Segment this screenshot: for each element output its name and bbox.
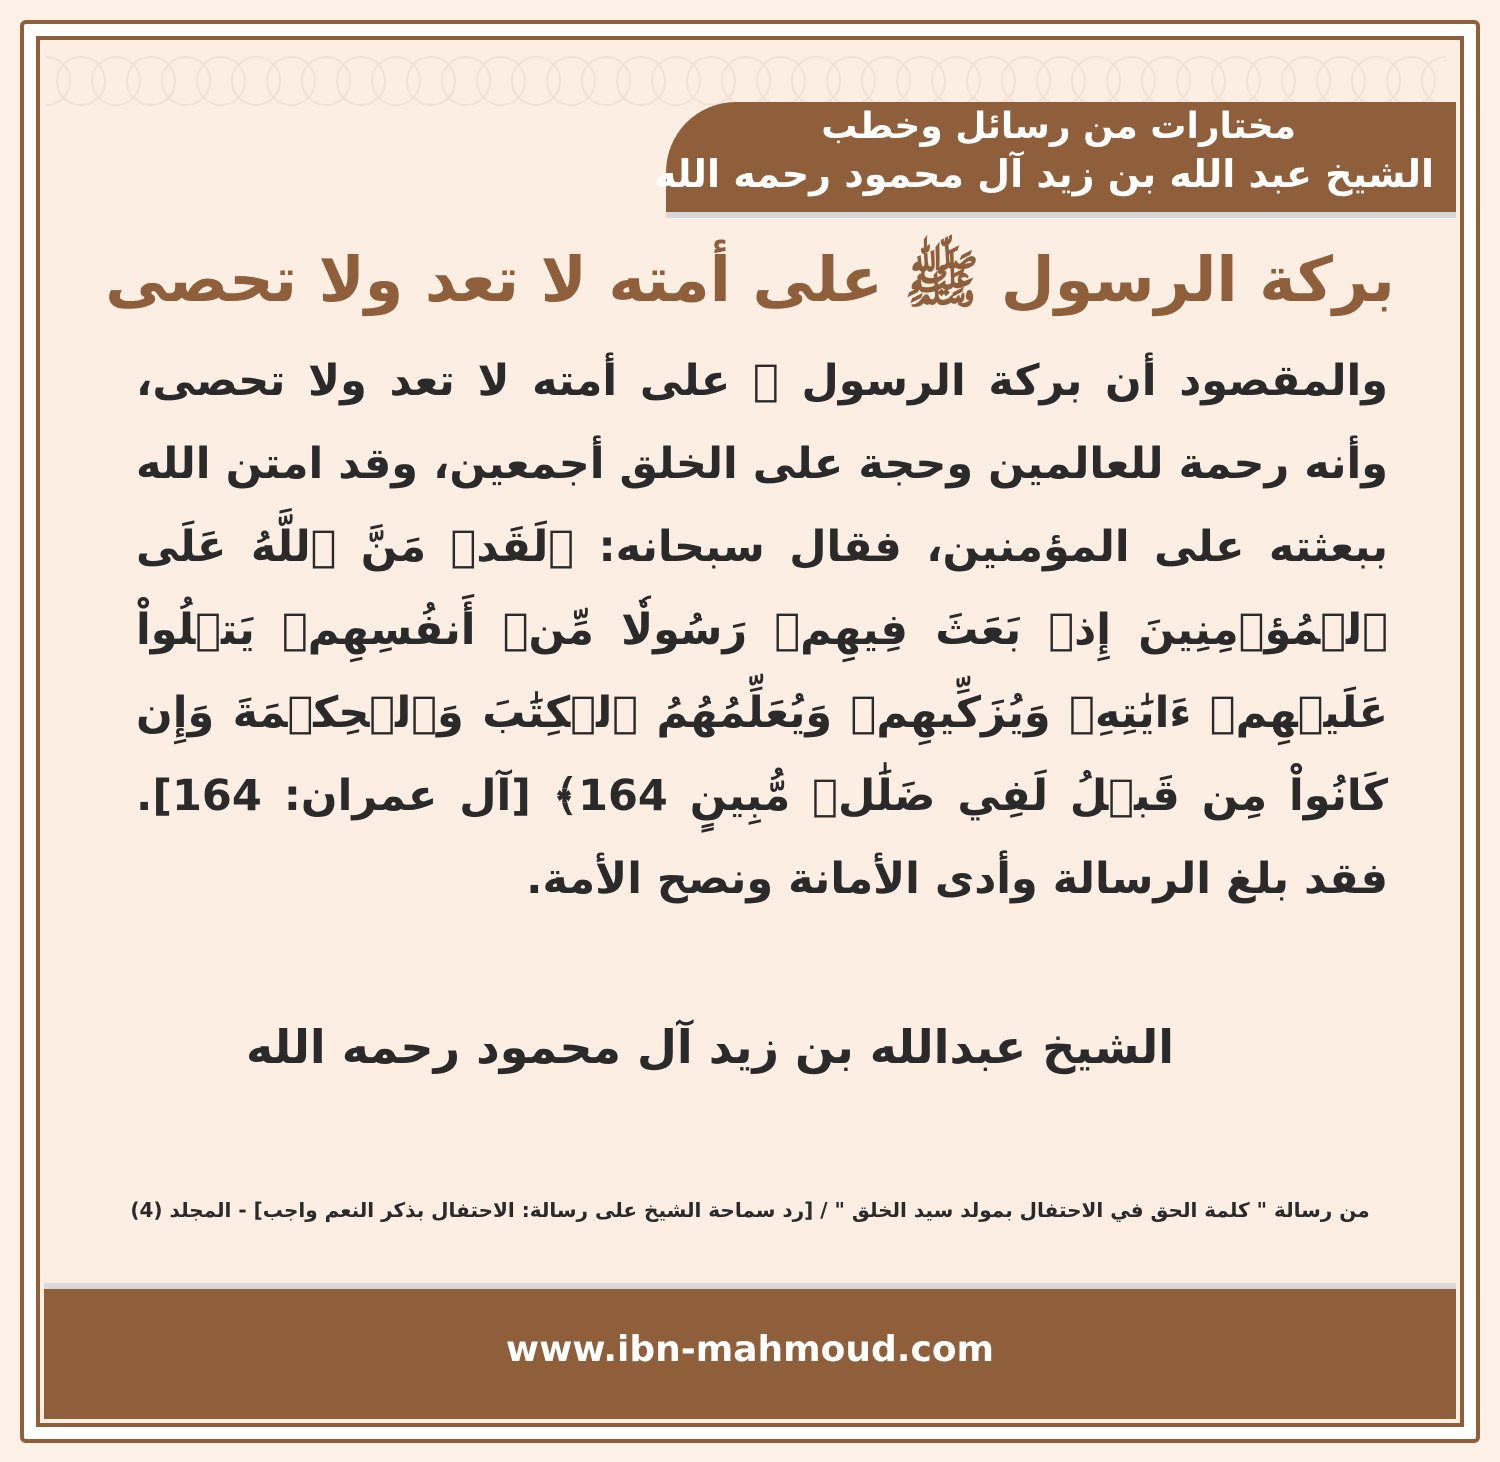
header-banner [654,102,1456,212]
header-author: الشيخ عبد الله بن زيد آل محمود رحمه الله [654,152,1434,196]
header-subtitle: مختارات من رسائل وخطب [821,106,1296,147]
footer-banner [44,1289,1456,1419]
outer-frame [20,20,1480,1443]
page-title: بركة الرسول ﷺ على أمته لا تعد ولا تحصى [105,243,1395,316]
article-body: والمقصود أن بركة الرسول ﷺ على أمته لا تعد ولا تحصى، وأنه رحمة للعالمين وحجة على الخلق أجمعين، وقد امتن الله ببعثته على المؤمنين، فقال سبحانه: ﴿لَقَدۡ مَنَّ ٱللَّهُ عَلَى ٱلۡمُؤۡمِنِينَ إِذۡ بَعَثَ فِيهِمۡ رَسُولٗا مِّنۡ أَنفُسِهِمۡ يَتۡلُواْ عَلَيۡهِمۡ ءَايَٰتِهِۦ وَيُزَكِّيهِمۡ وَيُعَلِّمُهُمُ ٱلۡكِتَٰبَ وَٱلۡحِكۡمَةَ وَإِن كَانُواْ مِن قَبۡلُ لَفِي ضَلَٰلٖ مُّبِينٍ 164﴾ [آل عمران: 164]. فقد بلغ الرسالة وأدى الأمانة ونصح الأمة. [136,356,1388,904]
content-card [36,36,1464,1427]
source-citation: من رسالة " كلمة الحق في الاحتفال بمولد سيد الخلق " / [رد سماحة الشيخ على رسالة: الاحتفال بذكر النعم واجب] - المجلد (4) [130,1198,1370,1222]
website-link[interactable]: www.ibn-mahmoud.com [505,1329,995,1370]
author-signature: الشيخ عبدالله بن زيد آل محمود رحمه الله [245,1020,1175,1074]
